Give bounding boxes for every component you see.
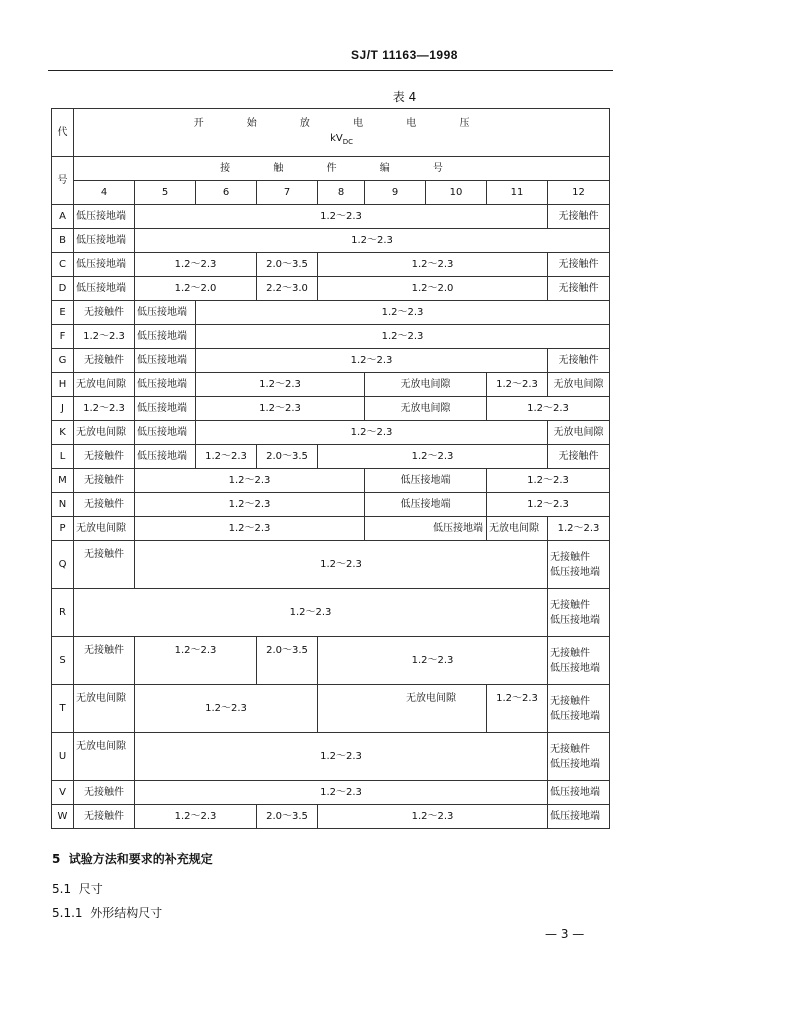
table-cell: 1.2～2.3 — [135, 517, 365, 541]
section-heading-5: 5 试验方法和要求的补充规定 — [52, 852, 213, 866]
contact-number: 5 — [135, 181, 196, 205]
row-code: F — [52, 325, 74, 349]
table-cell: 1.2～2.3 — [196, 349, 548, 373]
table-row — [52, 781, 610, 805]
row-code: V — [52, 781, 74, 805]
table-cell: 低压接地端 — [135, 349, 196, 373]
table-cell: 无接触件 — [548, 277, 610, 301]
table-cell: 1.2～2.3 — [74, 325, 135, 349]
table-cell: 无接触件 — [74, 349, 135, 373]
table-cell: 低压接地端 — [135, 325, 196, 349]
row-code: R — [52, 589, 74, 637]
table-cell: 无接触件 — [74, 493, 135, 517]
row-code: C — [52, 253, 74, 277]
row-code: J — [52, 397, 74, 421]
table-cell: 1.2～2.3 — [487, 373, 548, 397]
table-cell: 1.2～2.3 — [318, 805, 548, 829]
table-cell: 1.2～2.3 — [196, 445, 257, 469]
contact-number: 12 — [548, 181, 610, 205]
table-cell: 1.2～2.3 — [135, 469, 365, 493]
table-cell: 无接触件 — [74, 781, 135, 805]
table-cell: 1.2～2.3 — [196, 397, 365, 421]
table-cell: 低压接地端 — [135, 301, 196, 325]
row-code: A — [52, 205, 74, 229]
table-row — [52, 253, 610, 277]
table-cell: 2.0～3.5 — [257, 637, 318, 685]
table-row — [52, 685, 610, 733]
table-cell: 无接触件 低压接地端 — [548, 589, 610, 637]
table-cell: 1.2～2.0 — [318, 277, 548, 301]
table-cell: 1.2～2.3 — [196, 325, 610, 349]
table-cell: 无接触件 — [548, 349, 610, 373]
table-cell: 1.2～2.3 — [318, 253, 548, 277]
table-cell: 无放电间隙 — [487, 517, 548, 541]
table-row — [52, 229, 610, 253]
table-cell: 无放电间隙 — [548, 421, 610, 445]
table-row — [52, 349, 610, 373]
table-cell: 1.2～2.3 — [548, 517, 610, 541]
table-cell: 无放电间隙 — [365, 397, 487, 421]
table-cell: 2.0～3.5 — [257, 253, 318, 277]
table-row — [52, 445, 610, 469]
row-code: N — [52, 493, 74, 517]
row-code: M — [52, 469, 74, 493]
table-cell: 1.2～2.3 — [318, 637, 548, 685]
table-cell: 低压接地端 — [74, 253, 135, 277]
row-code: K — [52, 421, 74, 445]
table-cell: 2.2～3.0 — [257, 277, 318, 301]
table-cell: 1.2～2.3 — [135, 493, 365, 517]
table-cell: 1.2～2.3 — [487, 493, 610, 517]
row-code: Q — [52, 541, 74, 589]
row-code: L — [52, 445, 74, 469]
table-cell: 低压接地端 — [135, 397, 196, 421]
table-cell: 1.2～2.3 — [196, 301, 610, 325]
table-cell: 无放电间隙 — [365, 373, 487, 397]
table-cell: 低压接地端 — [365, 469, 487, 493]
table-cell: 无接触件 — [74, 637, 135, 685]
table-cell: 无放电间隙 — [318, 685, 487, 733]
table-cell: 无接触件 低压接地端 — [548, 541, 610, 589]
table-cell: 无接触件 — [548, 445, 610, 469]
contact-number: 11 — [487, 181, 548, 205]
table-row — [52, 493, 610, 517]
table-cell: 低压接地端 — [74, 205, 135, 229]
table-cell: 1.2～2.3 — [135, 253, 257, 277]
table-cell: 1.2～2.3 — [135, 205, 548, 229]
contact-number: 10 — [426, 181, 487, 205]
table-cell: 无接触件 低压接地端 — [548, 637, 610, 685]
table-cell: 无接触件 低压接地端 — [548, 685, 610, 733]
table-row — [52, 589, 610, 637]
table-caption: 表 4 — [392, 90, 417, 104]
table-cell: 低压接地端 — [365, 493, 487, 517]
header-rule — [48, 70, 613, 71]
table-cell: 1.2～2.3 — [135, 229, 610, 253]
table-cell: 1.2～2.3 — [487, 469, 610, 493]
table-row — [52, 373, 610, 397]
voltage-header: 开 始 放 电 电 压 $kV_{DC}$ — [74, 109, 610, 157]
table-cell: 低压接地端 — [548, 781, 610, 805]
table-cell: 1.2～2.3 — [74, 589, 548, 637]
row-code: T — [52, 685, 74, 733]
table-cell: 1.2～2.3 — [487, 397, 610, 421]
table-cell: 低压接地端 — [135, 445, 196, 469]
row-code: W — [52, 805, 74, 829]
table-cell: 1.2～2.3 — [74, 397, 135, 421]
table-cell: 低压接地端 — [74, 229, 135, 253]
table-cell: 1.2～2.3 — [318, 445, 548, 469]
row-code: S — [52, 637, 74, 685]
contact-header: 接 触 件 编 号 — [74, 157, 610, 181]
contact-number: 9 — [365, 181, 426, 205]
table-cell: 2.0～3.5 — [257, 805, 318, 829]
row-code: P — [52, 517, 74, 541]
table-cell: 无接触件 — [74, 469, 135, 493]
table-cell: 1.2～2.3 — [135, 781, 548, 805]
table-cell: 无放电间隙 — [74, 373, 135, 397]
code-header-2: 号 — [52, 157, 74, 205]
table-cell: 1.2～2.3 — [196, 421, 548, 445]
table-cell: 无接触件 — [548, 205, 610, 229]
table-row — [52, 517, 610, 541]
table-cell: 1.2～2.3 — [196, 373, 365, 397]
table-cell: 无接触件 — [74, 301, 135, 325]
table-cell: 无接触件 — [548, 253, 610, 277]
table-row — [52, 421, 610, 445]
table-row — [52, 205, 610, 229]
table-row — [52, 541, 610, 589]
table-cell: 无接触件 — [74, 805, 135, 829]
table-cell: 低压接地端 — [74, 277, 135, 301]
contact-number: 4 — [74, 181, 135, 205]
table-cell: 低压接地端 — [365, 517, 487, 541]
table-row — [52, 637, 610, 685]
table-cell: 1.2～2.3 — [135, 733, 548, 781]
table-cell: 无放电间隙 — [74, 733, 135, 781]
contact-number: 8 — [318, 181, 365, 205]
table-cell: 1.2～2.0 — [135, 277, 257, 301]
table-cell: 低压接地端 — [548, 805, 610, 829]
table-cell: 2.0～3.5 — [257, 445, 318, 469]
table-cell: 1.2～2.3 — [135, 637, 257, 685]
document-header: SJ/T 11163—1998 — [351, 48, 458, 62]
table-row — [52, 805, 610, 829]
row-code: B — [52, 229, 74, 253]
contact-number: 6 — [196, 181, 257, 205]
contact-number-row — [52, 181, 610, 205]
table-cell: 无接触件 — [74, 541, 135, 589]
section-heading-5-1-1: 5.1.1 外形结构尺寸 — [52, 906, 163, 920]
row-code: H — [52, 373, 74, 397]
table-cell: 无放电间隙 — [74, 421, 135, 445]
section-heading-5-1: 5.1 尺寸 — [52, 882, 103, 896]
table-cell: 1.2～2.3 — [135, 805, 257, 829]
row-code: U — [52, 733, 74, 781]
table-cell: 无放电间隙 — [74, 685, 135, 733]
table-cell: 低压接地端 — [135, 373, 196, 397]
page-number: — 3 — — [545, 927, 585, 941]
row-code: E — [52, 301, 74, 325]
table-row — [52, 469, 610, 493]
table-cell: 1.2～2.3 — [135, 685, 318, 733]
table-row — [52, 301, 610, 325]
table-row — [52, 277, 610, 301]
table-cell: 低压接地端 — [135, 421, 196, 445]
table-row — [52, 733, 610, 781]
contact-number: 7 — [257, 181, 318, 205]
table-cell: 无放电间隙 — [548, 373, 610, 397]
table-cell: 无放电间隙 — [74, 517, 135, 541]
table-cell: 1.2～2.3 — [487, 685, 548, 733]
table-cell: 1.2～2.3 — [135, 541, 548, 589]
code-header: 代 — [52, 109, 74, 157]
table-row — [52, 325, 610, 349]
table-4 — [51, 108, 610, 829]
table-cell: 无接触件 低压接地端 — [548, 733, 610, 781]
row-code: G — [52, 349, 74, 373]
row-code: D — [52, 277, 74, 301]
table-row — [52, 397, 610, 421]
table-cell: 无接触件 — [74, 445, 135, 469]
